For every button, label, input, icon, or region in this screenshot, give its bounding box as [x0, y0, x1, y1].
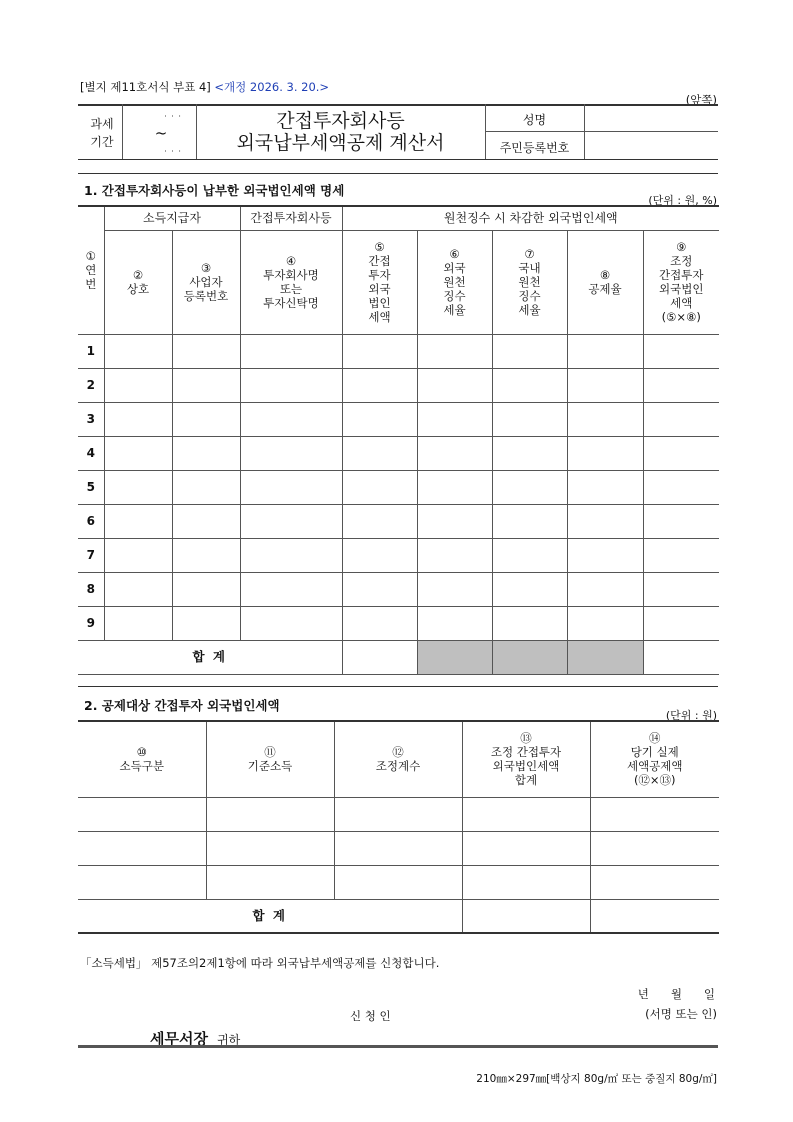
col-header-deduction-rate: ⑧ 공제율 — [567, 230, 643, 334]
input-cell[interactable] — [643, 572, 719, 606]
input-cell[interactable] — [492, 334, 567, 368]
row-number: 5 — [78, 470, 104, 504]
total-adjusted-tax-cell[interactable] — [643, 640, 719, 674]
group-header-investment-company: 간접투자회사등 — [240, 206, 342, 230]
input-cell[interactable] — [104, 402, 172, 436]
group-header-income-payer: 소득지급자 — [104, 206, 240, 230]
row-number: 8 — [78, 572, 104, 606]
input-cell[interactable] — [462, 865, 590, 899]
row-number: 6 — [78, 504, 104, 538]
section1-title: 1. 간접투자회사등이 납부한 외국법인세액 명세 — [84, 183, 345, 198]
input-cell[interactable] — [240, 368, 342, 402]
input-cell[interactable] — [417, 504, 492, 538]
input-cell[interactable] — [240, 334, 342, 368]
input-cell[interactable] — [240, 572, 342, 606]
row-number: 2 — [78, 368, 104, 402]
input-cell[interactable] — [172, 538, 240, 572]
period-start-date: · · · — [164, 112, 182, 121]
input-cell[interactable] — [104, 334, 172, 368]
input-cell[interactable] — [104, 538, 172, 572]
input-cell[interactable] — [417, 470, 492, 504]
input-cell[interactable] — [342, 538, 417, 572]
input-cell[interactable] — [417, 368, 492, 402]
applicant-label: 신 청 인 — [350, 1009, 391, 1023]
col-header-foreign-withholding-rate: ⑥ 외국 원천 징수 세율 — [417, 230, 492, 334]
name-field[interactable] — [586, 106, 716, 130]
row-number: 9 — [78, 606, 104, 640]
input-cell[interactable] — [417, 402, 492, 436]
input-cell[interactable] — [206, 831, 334, 865]
section1-unit: (단위 : 원, %) — [648, 194, 717, 207]
period-end-date: · · · — [164, 147, 182, 156]
table-row — [78, 831, 719, 865]
table-row — [78, 538, 719, 572]
input-cell[interactable] — [643, 368, 719, 402]
input-cell[interactable] — [334, 831, 462, 865]
input-cell[interactable] — [567, 606, 643, 640]
input-cell[interactable] — [342, 436, 417, 470]
input-cell[interactable] — [206, 797, 334, 831]
input-cell[interactable] — [172, 368, 240, 402]
table-row — [78, 865, 719, 899]
footer-rule — [78, 1045, 718, 1048]
input-cell[interactable] — [492, 572, 567, 606]
input-cell[interactable] — [172, 572, 240, 606]
input-cell[interactable] — [492, 504, 567, 538]
section2-total-label: 합 계 — [78, 899, 462, 933]
input-cell[interactable] — [567, 402, 643, 436]
total-actual-credit-cell[interactable] — [590, 899, 719, 933]
shaded-cell — [567, 640, 643, 674]
input-cell[interactable] — [492, 436, 567, 470]
row-number: 1 — [78, 334, 104, 368]
form-title-line2: 외국납부세액공제 계산서 — [236, 132, 445, 154]
input-cell[interactable] — [492, 538, 567, 572]
input-cell[interactable] — [590, 865, 719, 899]
resident-id-field[interactable] — [586, 133, 716, 157]
input-cell[interactable] — [240, 504, 342, 538]
table-row — [78, 470, 719, 504]
col-header-indirect-foreign-tax: ⑤ 간접 투자 외국 법인 세액 — [342, 230, 417, 334]
row-number: 7 — [78, 538, 104, 572]
period-tilde: ~ — [154, 124, 168, 142]
input-cell[interactable] — [417, 538, 492, 572]
input-cell[interactable] — [172, 402, 240, 436]
input-cell[interactable] — [342, 606, 417, 640]
col-header-serial: ① 연 번 — [78, 206, 104, 334]
input-cell[interactable] — [172, 606, 240, 640]
input-cell[interactable] — [172, 504, 240, 538]
header-divider-1 — [122, 104, 123, 159]
input-cell[interactable] — [643, 470, 719, 504]
form-title-line1: 간접투자회사등 — [276, 110, 405, 132]
table-row — [78, 368, 719, 402]
tax-office-head: 세무서장 — [150, 1030, 208, 1048]
input-cell[interactable] — [240, 606, 342, 640]
table-row — [78, 436, 719, 470]
input-cell[interactable] — [104, 606, 172, 640]
row-number: 3 — [78, 402, 104, 436]
col-header-adjustment-factor: ⑫ 조정계수 — [334, 721, 462, 797]
col-header-company-name: ② 상호 — [104, 230, 172, 334]
honorific: 귀하 — [217, 1033, 241, 1047]
input-cell[interactable] — [590, 831, 719, 865]
header-bottom-rule — [78, 159, 718, 160]
section1-top-rule — [78, 173, 718, 174]
input-cell[interactable] — [172, 436, 240, 470]
application-statement: 「소득세법」 제57조의2제1항에 따라 외국납부세액공제를 신청합니다. — [80, 956, 440, 970]
input-cell[interactable] — [417, 606, 492, 640]
input-cell[interactable] — [643, 606, 719, 640]
section2-top-rule — [78, 686, 718, 687]
input-cell[interactable] — [104, 470, 172, 504]
application-date[interactable]: 년 월 일 — [637, 987, 715, 1001]
total-adjusted-tax-cell[interactable] — [462, 899, 590, 933]
input-cell[interactable] — [240, 436, 342, 470]
table-row — [78, 334, 719, 368]
col-header-domestic-withholding-rate: ⑦ 국내 원천 징수 세율 — [492, 230, 567, 334]
input-cell[interactable] — [643, 538, 719, 572]
total-row — [78, 640, 719, 674]
input-cell[interactable] — [78, 797, 206, 831]
input-cell[interactable] — [567, 368, 643, 402]
revision-date: <개정 2026. 3. 20.> — [214, 80, 330, 94]
form-reference — [80, 79, 329, 95]
input-cell[interactable] — [643, 504, 719, 538]
page-side: (앞쪽) — [685, 93, 717, 107]
col-header-income-type: ⑩ 소득구분 — [78, 721, 206, 797]
input-cell[interactable] — [417, 572, 492, 606]
input-cell[interactable] — [78, 831, 206, 865]
input-cell[interactable] — [462, 831, 590, 865]
input-cell[interactable] — [172, 470, 240, 504]
input-cell[interactable] — [462, 797, 590, 831]
input-cell[interactable] — [567, 572, 643, 606]
input-cell[interactable] — [567, 538, 643, 572]
input-cell[interactable] — [643, 402, 719, 436]
form-number: [별지 제11호서식 부표 4] — [80, 80, 211, 94]
row-number: 4 — [78, 436, 104, 470]
section2-title: 2. 공제대상 간접투자 외국법인세액 — [84, 698, 280, 713]
header-divider-h — [485, 131, 718, 132]
input-cell[interactable] — [240, 470, 342, 504]
input-cell[interactable] — [492, 368, 567, 402]
input-cell[interactable] — [78, 865, 206, 899]
table-row — [78, 797, 719, 831]
foreign-tax-detail-table — [78, 205, 719, 675]
deductible-tax-table — [78, 720, 719, 934]
input-cell[interactable] — [417, 436, 492, 470]
paper-spec: 210㎜×297㎜[백상지 80g/㎡ 또는 중질지 80g/㎡] — [476, 1073, 717, 1085]
col-header-fund-name: ④ 투자회사명 또는 투자신탁명 — [240, 230, 342, 334]
table-row — [78, 402, 719, 436]
input-cell[interactable] — [342, 470, 417, 504]
col-header-actual-credit: ⑭ 당기 실제 세액공제액 (⑫×⑬) — [590, 721, 719, 797]
name-label: 성명 — [522, 113, 547, 127]
input-cell[interactable] — [567, 504, 643, 538]
input-cell[interactable] — [342, 334, 417, 368]
input-cell[interactable] — [104, 436, 172, 470]
table-row — [78, 572, 719, 606]
tax-period-label: 과세 기간 — [90, 117, 114, 149]
input-cell[interactable] — [342, 402, 417, 436]
input-cell[interactable] — [334, 865, 462, 899]
col-header-business-number: ③ 사업자 등록번호 — [172, 230, 240, 334]
table-row — [78, 606, 719, 640]
input-cell[interactable] — [590, 797, 719, 831]
input-cell[interactable] — [567, 436, 643, 470]
input-cell[interactable] — [342, 368, 417, 402]
input-cell[interactable] — [567, 470, 643, 504]
input-cell[interactable] — [492, 470, 567, 504]
input-cell[interactable] — [417, 334, 492, 368]
input-cell[interactable] — [104, 368, 172, 402]
input-cell[interactable] — [643, 436, 719, 470]
col-header-adjusted-tax: ⑨ 조정 간접투자 외국법인 세액 (⑤×⑧) — [643, 230, 719, 334]
input-cell[interactable] — [342, 504, 417, 538]
table-row — [78, 504, 719, 538]
input-cell[interactable] — [492, 402, 567, 436]
section1-total-label: 합 계 — [78, 640, 342, 674]
total-row — [78, 899, 719, 933]
input-cell[interactable] — [104, 504, 172, 538]
input-cell[interactable] — [342, 572, 417, 606]
input-cell[interactable] — [567, 334, 643, 368]
col-header-base-income: ⑪ 기준소득 — [206, 721, 334, 797]
input-cell[interactable] — [172, 334, 240, 368]
col-header-adjusted-tax-total: ⑬ 조정 간접투자 외국법인세액 합계 — [462, 721, 590, 797]
shaded-cell — [417, 640, 492, 674]
input-cell[interactable] — [643, 334, 719, 368]
input-cell[interactable] — [334, 797, 462, 831]
input-cell[interactable] — [104, 572, 172, 606]
resident-id-label: 주민등록번호 — [499, 141, 570, 155]
shaded-cell — [492, 640, 567, 674]
input-cell[interactable] — [492, 606, 567, 640]
total-indirect-tax-cell[interactable] — [342, 640, 417, 674]
signature-label[interactable]: (서명 또는 인) — [645, 1007, 717, 1021]
input-cell[interactable] — [240, 402, 342, 436]
input-cell[interactable] — [206, 865, 334, 899]
input-cell[interactable] — [240, 538, 342, 572]
section2-unit: (단위 : 원) — [665, 709, 717, 722]
group-header-withholding: 원천징수 시 차감한 외국법인세액 — [342, 206, 719, 230]
